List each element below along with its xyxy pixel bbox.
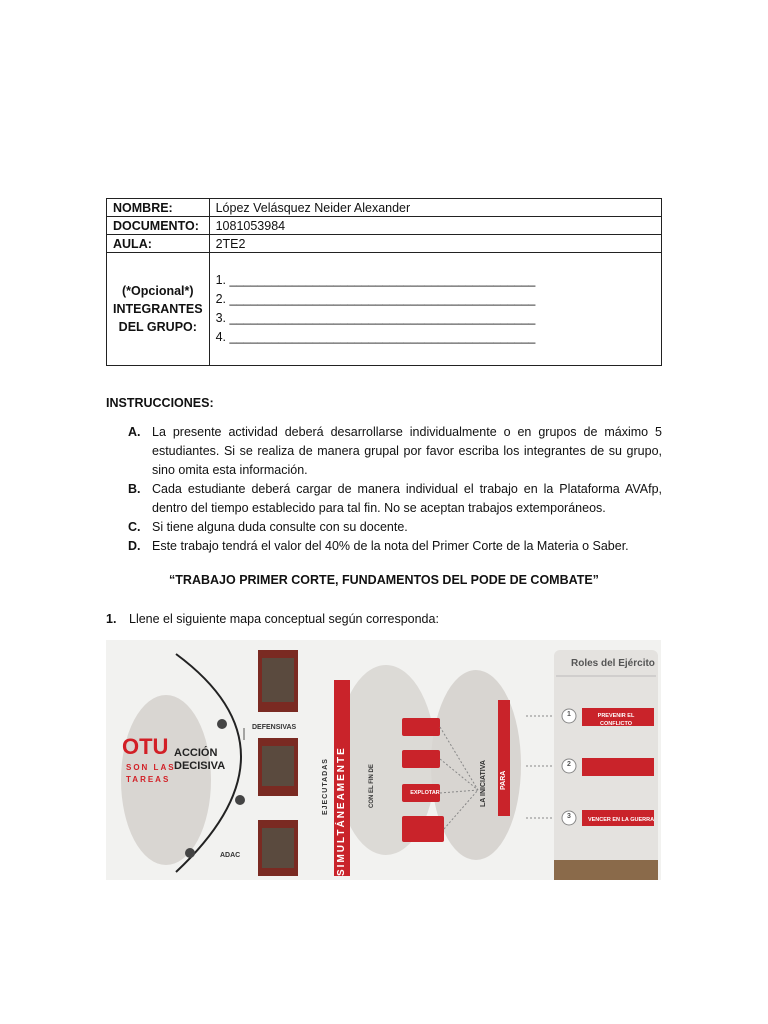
concept-map: [106, 640, 661, 880]
nombre-label: NOMBRE:: [107, 199, 210, 217]
roles-panel-footer: [554, 860, 658, 880]
instruction-letter: A.: [128, 425, 141, 439]
instruction-text: Cada estudiante deberá cargar de manera individual el trabajo en la Plataforma AVAfp, dentro del tiempo establecido para tal fin. No se aceptan trabajos extemporáneos.: [152, 482, 662, 515]
instruction-text: Este trabajo tendrá el valor del 40% de la nota del Primer Corte de la Materia o Saber.: [152, 539, 629, 553]
aula-label: AULA:: [107, 235, 210, 253]
photo-defensive-inner: [262, 746, 294, 786]
para-label: PARA: [500, 770, 507, 790]
con-el-fin-de-label: CON EL FIN DE: [369, 764, 375, 808]
arc-node-3: [185, 848, 195, 858]
instruction-text: Si tiene alguna duda consulte con su docente.: [152, 520, 408, 534]
la-iniciativa-label: LA INICIATIVA: [480, 760, 487, 807]
member-line-1[interactable]: 1. ____________________________________________: [215, 273, 536, 287]
otu-label: OTU: [122, 734, 169, 759]
role-3-number: 3: [567, 813, 571, 820]
instructions-list: [128, 423, 662, 556]
explotar-label: EXPLOTAR: [410, 790, 440, 796]
instruction-text: La presente actividad deberá desarrollarse individualmente o en grupos de máximo 5 estudiantes. Si se realiza de manera grupal por favor escriba los integrantes de su grupo, sino omita esta información.: [152, 425, 662, 477]
question-number: 1.: [106, 612, 117, 626]
grupo-label-line-1: (*Opcional*): [122, 284, 194, 298]
student-info-table: [106, 198, 662, 366]
instructions-title: INSTRUCCIONES:: [106, 396, 214, 410]
instruction-letter: B.: [128, 482, 141, 496]
arc-node-2: [235, 795, 245, 805]
documento-value: 1081053984: [209, 217, 661, 235]
instruction-item: [128, 480, 662, 518]
photo-offensive-inner: [262, 658, 294, 702]
grupo-label: [107, 253, 210, 366]
simultaneamente-label: SIMULTÁNEAMENTE: [336, 746, 347, 876]
defensivas-label: DEFENSIVAS: [252, 724, 297, 731]
question-1: [106, 612, 439, 626]
instruction-item: [128, 518, 662, 537]
nombre-value: López Velásquez Neider Alexander: [209, 199, 661, 217]
blank-box-2[interactable]: [402, 750, 440, 768]
documento-label: DOCUMENTO:: [107, 217, 210, 235]
role-2-blank-box[interactable]: [582, 758, 654, 776]
adac-label: ADAC: [220, 852, 241, 859]
instruction-letter: D.: [128, 539, 141, 553]
arc-node-1: [217, 719, 227, 729]
instruction-letter: C.: [128, 520, 141, 534]
role-1-number: 1: [567, 711, 571, 718]
aula-value: 2TE2: [209, 235, 661, 253]
grupo-label-line-2: INTEGRANTES: [113, 302, 203, 316]
work-title: “TRABAJO PRIMER CORTE, FUNDAMENTOS DEL PODE DE COMBATE”: [169, 573, 599, 587]
roles-title: Roles del Ejército: [571, 658, 655, 669]
member-line-3[interactable]: 3. ____________________________________________: [215, 311, 536, 325]
vencer-label: VENCER EN LA GUERRA: [587, 817, 655, 823]
accion-decisiva-label: ACCIÓN DECISIVA: [174, 747, 226, 772]
members-list: [209, 253, 661, 366]
role-2-number: 2: [567, 761, 571, 768]
grupo-label-line-3: DEL GRUPO:: [118, 320, 197, 334]
son-las-tareas-label: SON LAS TAREAS: [126, 763, 176, 784]
ejecutadas-label: EJECUTADAS: [322, 758, 329, 815]
blank-box-3[interactable]: [402, 816, 444, 842]
para-bar: [498, 700, 510, 816]
instruction-item: [128, 423, 662, 480]
prevenir-label: PREVENIR EL CONFLICTO: [597, 713, 635, 727]
member-line-4[interactable]: 4. ____________________________________________: [215, 330, 536, 344]
member-line-2[interactable]: 2. ____________________________________________: [215, 292, 536, 306]
instruction-item: [128, 537, 662, 556]
blank-box-1[interactable]: [402, 718, 440, 736]
photo-adac-inner: [262, 828, 294, 868]
question-text: Llene el siguiente mapa conceptual según corresponda:: [129, 612, 439, 626]
